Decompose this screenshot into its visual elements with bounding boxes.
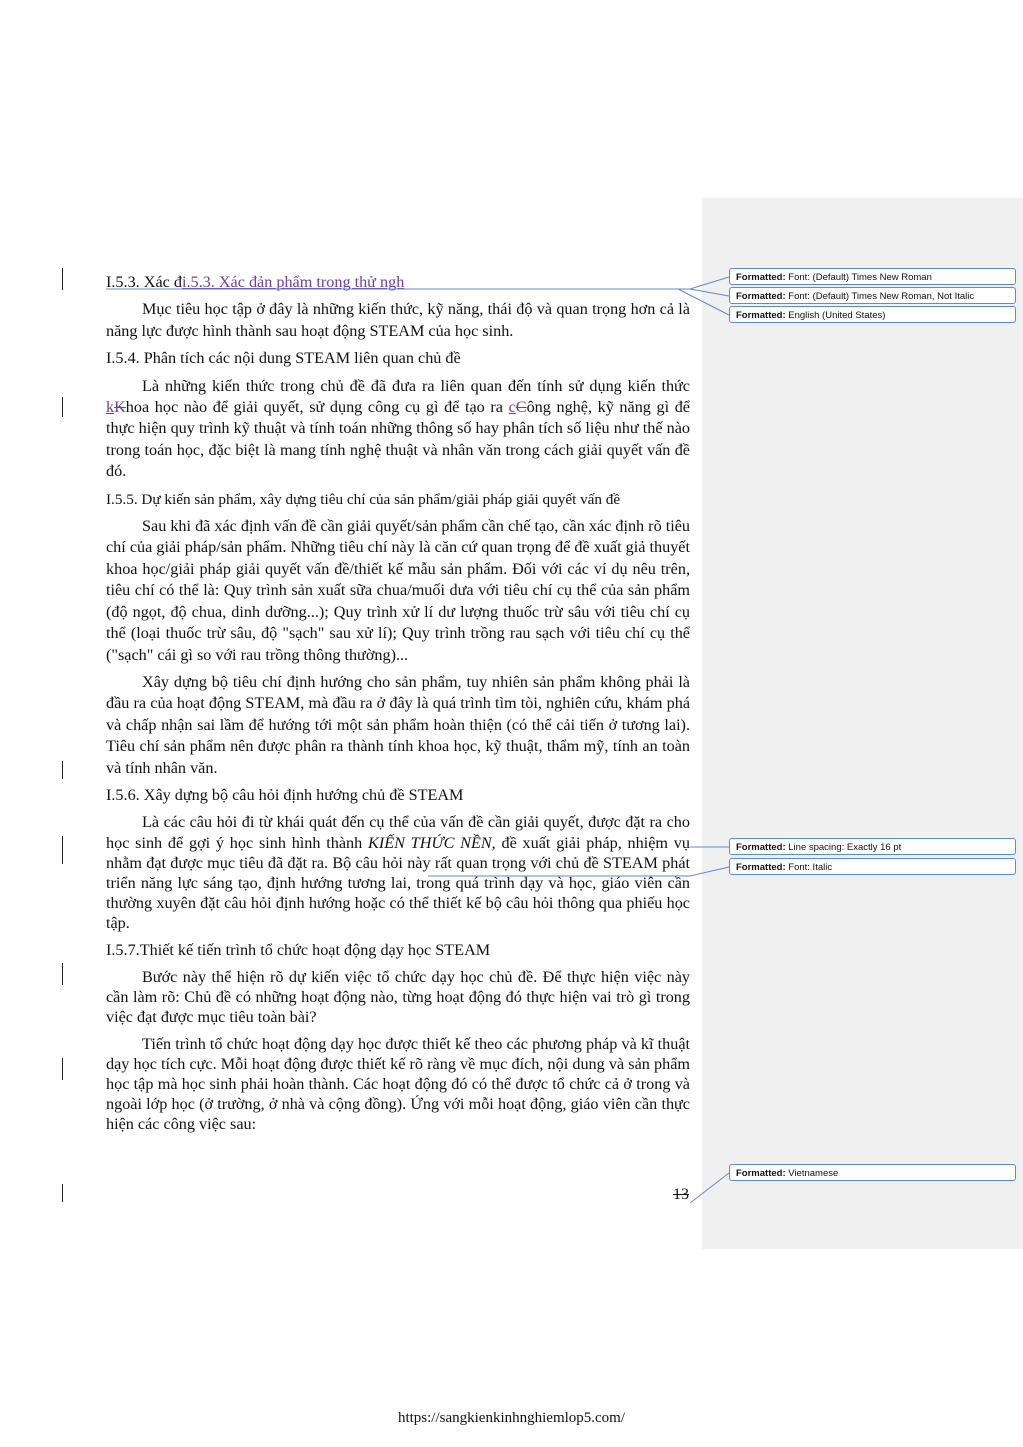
balloon-text: Line spacing: Exactly 16 pt bbox=[785, 842, 902, 853]
heading-1-5-5: I.5.5. Dự kiến sản phẩm, xây dựng tiêu chí của sản phẩm/giải pháp giải quyết vấn đề bbox=[106, 490, 621, 508]
balloon-text: Font: Italic bbox=[785, 862, 833, 873]
heading-1-5-4: I.5.4. Phân tích các nội dung STEAM liên quan chủ đề bbox=[106, 349, 461, 368]
paragraph-text: Xây dựng bộ tiêu chí định hướng cho sản phẩm, tuy nhiên sản phẩm không phải là đầu ra của hoạt động STEAM, mà đầu ra ở đây là quá trình tìm tòi, nghiên cứu, khám phá và chấp nhận sai lầm để hướng tới một sản phẩm hoàn thiện (có thể cải tiến ở tương lai). bbox=[106, 672, 690, 734]
paragraph-text: Tiêu chí sản phẩm nên được phân ra thành tính khoa học, kỹ thuật, thẩm mỹ, tính an toàn và tính nhân văn. bbox=[106, 737, 690, 777]
balloon-label: Formatted: bbox=[736, 862, 786, 873]
paragraph-text: Là những kiến thức trong chủ đề đã đưa ra liên quan đến tính sử dụng kiến thức bbox=[142, 376, 690, 395]
balloon-text: Vietnamese bbox=[785, 1168, 839, 1179]
balloon-text: Font: (Default) Times New Roman bbox=[785, 272, 932, 283]
inserted-text[interactable]: c bbox=[508, 398, 516, 417]
page-number: 13 bbox=[673, 1186, 689, 1203]
heading-1-5-7: I.5.7.Thiết kế tiến trình tổ chức hoạt động dạy học STEAM bbox=[106, 940, 491, 959]
balloon-label: Formatted: bbox=[736, 272, 786, 283]
deleted-text[interactable]: K bbox=[114, 398, 126, 417]
paragraph-text: Là các câu hỏi đi từ khái quát đến cụ thể của vấn đề cần giải quyết, được đặt ra cho học sinh để gợi ý học sinh hình thành bbox=[106, 813, 690, 852]
paragraph-text: hoa học nào để giải quyết, sử dụng công cụ gì để tạo ra bbox=[125, 398, 509, 417]
inserted-text[interactable]: i.5.3. Xác đản phẩm trong thử ngh bbox=[181, 273, 405, 291]
paragraph: Mục tiêu học tập ở đây là những kiến thức, kỹ năng, thái độ và quan trọng hơn cả là năng lực được hình thành sau hoạt động STEAM của học sinh. bbox=[106, 300, 690, 340]
italic-text: KIẾN THỨC NỀN bbox=[368, 833, 492, 852]
paragraph-text: ông nghệ, kỹ năng gì để thực hiện quy trình kỹ thuật và tính toán những thông số hay phân tích số liệu như thế nào trong toán học, đặc biệt là mang tính nghệ thuật và nhân văn trong cách giải quyết vấn đề đó. bbox=[106, 398, 690, 481]
paragraph-text: , đề xuất giải pháp, nhiệm vụ nhằm đạt được mục tiêu đã đặt ra. Bộ câu hỏi này rất quan trọng với chủ đề STEAM phát triển năng lực sáng tạo, định hướng tương lai, trong quá trình dạy và học, giáo viên cần thường xuyên đặt câu hỏi định hướng hoặc có thể thiết kế bộ câu hỏi thông qua phiếu học tập. bbox=[106, 833, 690, 933]
heading-text: I.5.3. Xác đ bbox=[106, 273, 182, 291]
balloon-text: Font: (Default) Times New Roman, Not Italic bbox=[785, 291, 975, 302]
footer-url[interactable]: https://sangkienkinhnghiemlop5.com/ bbox=[397, 1410, 626, 1426]
inserted-text[interactable]: k bbox=[106, 398, 115, 417]
paragraph: Sau khi đã xác định vấn đề cần giải quyết/sản phẩm cần chế tạo, cần xác định rõ tiêu chí của giải pháp/sản phẩm. Những tiêu chí này là căn cứ quan trọng để đề xuất giả thuyết khoa học/giải pháp giải quyết vấn đề/thiết kế mẫu sản phẩm. Đối với các ví dụ nêu trên, tiêu chí có thể là: Quy trình sản xuất sữa chua/muối dưa với tiêu chí cụ thể của sản phẩm (độ ngọt, độ chua, dinh dưỡng...); Quy trình xử lí dư lượng thuốc trừ sâu với tiêu chí cụ thể (loại thuốc trừ sâu, độ "sạch" sau xử lí); Quy trình trồng rau sạch với tiêu chí cụ thể ("sạch" cái gì so với rau trồng thông thường)... bbox=[106, 517, 690, 664]
deleted-text[interactable]: C bbox=[515, 398, 527, 417]
balloon-label: Formatted: bbox=[736, 310, 786, 321]
heading-1-5-6: I.5.6. Xây dựng bộ câu hỏi định hướng chủ đề STEAM bbox=[106, 785, 464, 804]
balloon-text: English (United States) bbox=[785, 310, 886, 321]
balloon-label: Formatted: bbox=[736, 842, 786, 853]
paragraph: Tiến trình tổ chức hoạt động dạy học được thiết kế theo các phương pháp và kĩ thuật dạy học tích cực. Mỗi hoạt động được thiết kế rõ ràng về mục đích, nội dung và sản phẩm học tập mà học sinh phải hoàn thành. Các hoạt động đó có thể được tổ chức cả ở trong và ngoài lớp học (ở trường, ở nhà và cộng đồng). Ứng với mỗi hoạt động, giáo viên cần thực hiện các công việc sau: bbox=[106, 1034, 690, 1134]
paragraph: Bước này thể hiện rõ dự kiến việc tổ chức dạy học chủ đề. Để thực hiện việc này cần làm rõ: Chủ đề có những hoạt động nào, từng hoạt động đó thực hiện vai trò gì trong việc đạt được mục tiêu toàn bài? bbox=[106, 967, 690, 1027]
balloon-label: Formatted: bbox=[736, 291, 786, 302]
balloon-label: Formatted: bbox=[736, 1168, 786, 1179]
